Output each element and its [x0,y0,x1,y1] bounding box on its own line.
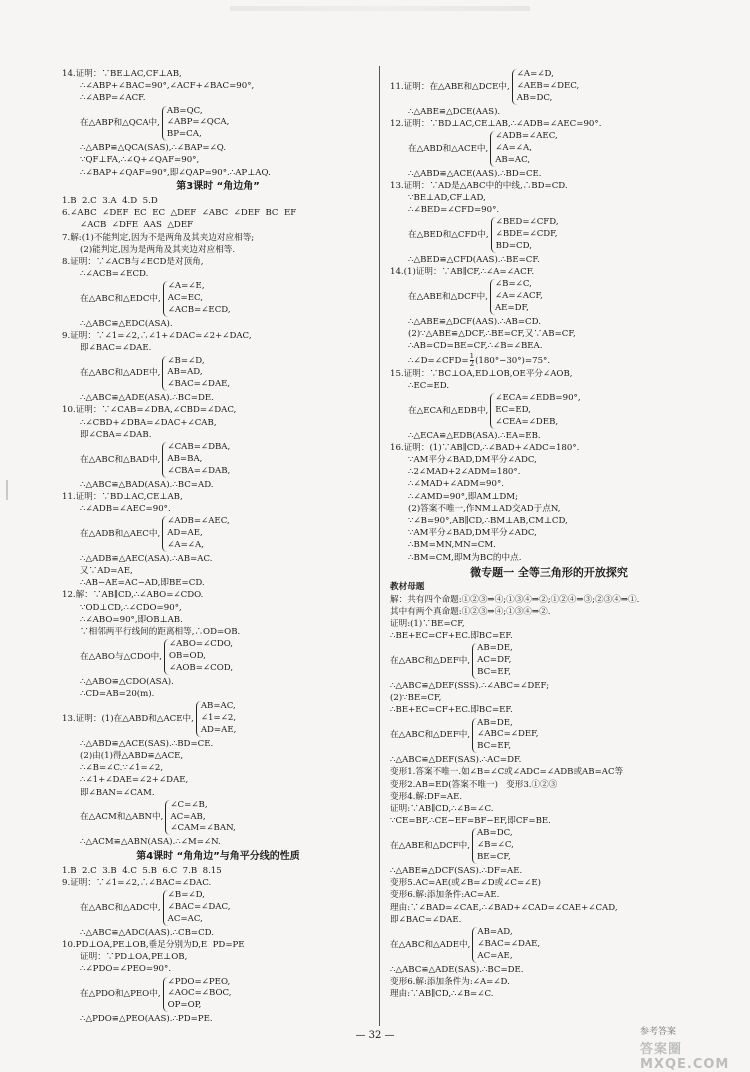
system-intro: 在△ABD和△ACE中, [408,143,489,154]
text-line: ∴△ABC≌△EDC(ASA). [80,318,173,329]
condition: AC=AC, [167,913,203,924]
text-line: 变形1.答案不唯一.如∠B=∠C或∠ADC=∠ADB或AB=AC等 [390,767,624,778]
text-line: ∵AM平分∠BAD,DM平分∠ADC, [408,454,537,465]
condition: ∠BDE=∠CDF, [495,229,558,240]
condition: AB=BA, [167,453,203,464]
text-line: (2)∵BE=CF, [390,693,442,704]
text-line: 10.PD⊥OA,PE⊥OB,垂足分别为D,E PD=PE [62,939,245,950]
left-column [62,68,374,1025]
text-line: 又∵AD=AE, [80,565,133,576]
condition: ∠AOC=∠BOC, [167,988,232,999]
fraction-numerator: 1 [469,352,475,360]
text-line: ∴△ABD≌△ACE(AAS).∴BD=CE. [408,168,542,179]
system-intro: 13.证明：(1)在△ABD和△ACE中, [62,713,194,724]
text-line: (2)∵△ABE≌△DCF,∴BE=CF,又∵AB=CF, [408,329,576,340]
equation-system [62,106,374,142]
condition: ∠A=∠A, [495,142,532,153]
text-line: 9.证明：∵∠1=∠2,∴∠BAC=∠DAC. [62,877,212,888]
system-intro: 在△ABE和△DCF中, [408,292,488,303]
text-line: (2)能判定,因为是两角及其夹边对应相等. [80,244,236,255]
equation-system [62,442,374,478]
equation-system [390,69,708,105]
system-intro: 在△ABC和△BAD中, [80,454,161,465]
brace-conditions [162,106,229,142]
text-part: (180°−30°)=75°. [475,355,551,366]
text-line: ∴△ABC≌△DEF(SAS).∴AC=DF. [390,755,522,766]
equation-system [390,131,708,167]
system-intro: 在△ACM和△ABN中, [80,812,164,823]
text-line: 变形6.解:添加条件:AC=AE. [390,890,500,901]
text-line: 10.证明：∵∠CAB=∠DBA,∠CBD=∠DAC, [62,405,237,416]
condition: ∠ABO=∠CDO, [168,639,234,650]
condition: BE=CF, [476,852,511,863]
scan-noise [230,6,530,11]
text-line: ∵CE=BF,∴CE−EF=BF−EF,即CF=BE. [390,816,551,827]
text-line: ∴∠AMD=90°,即AM⊥DM; [408,491,518,502]
condition: AC=DF, [477,655,512,666]
text-line: ∴△ABP≌△QCA(SAS),∴∠BAP=∠Q. [80,143,227,154]
condition: ∠B=∠D, [167,890,205,901]
text-line: 14.(1)证明：∵AB∥CF,∴∠A=∠ACF. [390,267,535,278]
text-line: 11.证明：∵BD⊥AC,CE⊥AB, [62,491,183,502]
brace-conditions [472,927,540,963]
condition: AD=AE, [167,528,203,539]
text-line: ∴∠ADB=∠AEC=90°. [80,503,171,514]
fraction-denominator: 2 [469,359,475,368]
text-line: ∴△BED≌△CFD(AAS).∴BE=CF. [408,254,540,265]
brace-conditions [163,977,232,1013]
text-line: ∠ACB ∠DFE AAS △DEF [80,220,194,231]
condition: ∠ABP=∠QCA, [166,117,230,128]
brace-conditions [165,800,235,836]
section-heading: 第3课时 “角边角” [176,180,260,192]
equation-system [390,393,708,429]
condition: ∠BED=∠CFD, [495,217,559,228]
condition: AB=AC, [495,154,531,165]
condition: ∠BAC=∠DAC, [167,901,231,912]
system-intro: 在△ABC和△EDC中, [80,294,161,305]
brace-conditions [472,718,538,754]
text-line: 变形4.解:DF=AE. [390,791,463,802]
text-line: ∴△ABO≌△CDO(ASA). [80,676,174,687]
text-line: 证明:(1)∵BE=CF, [390,618,465,629]
system-intro: 在△ABE和△DCF中, [390,841,470,852]
text-line: 变形6.解:添加条件为:∠A=∠D. [390,976,510,987]
condition: BC=EF, [477,667,512,678]
text-line: 解：共有四个命题:①②③⇒④;①③④⇒②;①②④⇒③;②③④⇒①. [390,594,640,605]
brace-conditions [163,890,231,926]
text-line: 即∠BAC=∠DAE. [390,914,462,925]
system-intro: 在△ABC和△DEF中, [390,730,471,741]
text-line: ∴∠ABO=90°,即OB⊥AB. [80,614,183,625]
condition: AB=AD, [477,926,513,937]
text-line: 即∠BAC=∠DAE. [80,343,152,354]
condition: AB=DC, [476,828,513,839]
text-line: ∴△ACM≌△ABN(ASA).∴∠M=∠N. [80,837,221,848]
condition: BD=CD, [495,241,532,252]
text-line: ∴∠ACB=∠ECD. [80,269,149,280]
condition: ∠A=∠E, [167,281,205,292]
text-line: 理由:∵AB∥CD,∴∠B=∠C. [390,988,494,999]
text-line: ∴AB=CD=BE=CF,∴∠B=∠BEA. [408,341,543,352]
condition: ∠B=∠D, [167,355,205,366]
condition: ∠ABC=∠DEF, [477,729,539,740]
right-column [390,68,708,1000]
text-line: 理由:∵∠BAD=∠CAE,∴∠BAD+∠CAD=∠CAE+∠CAD, [390,902,618,913]
condition: ∠CEA=∠DEB, [495,416,559,427]
text-line: 16.证明：(1)∵AB∥CD,∴∠BAD+∠ADC=180°. [390,442,580,453]
text-line: ∴△ABC≌△DEF(SSS).∴∠ABC=∠DEF; [390,680,550,691]
text-line: ∵BE⊥AD,CF⊥AD, [408,192,486,203]
brace-conditions [162,442,230,478]
equation-system [390,718,708,754]
brace-conditions [472,828,514,864]
text-line: 证明:∵AB∥CD,∴∠B=∠C. [390,803,494,814]
equation-system [390,643,708,679]
text-line: ∴△ABD≌△ACE(SAS).∴BD=CE. [80,738,214,749]
text-line: ∴∠B=∠C.∵∠1=∠2, [80,763,164,774]
condition: AB=DC, [516,92,553,103]
text-line: ∵相邻两平行线间的距离相等,∴OD=OB. [80,626,241,637]
condition: ∠ACB=∠ECD, [167,305,231,316]
brace-conditions [490,279,543,315]
condition: ∠B=∠C, [494,279,532,290]
fraction-line [390,353,708,368]
condition: AB=AC, [200,701,236,712]
section-heading: 微专题一 全等三角形的开放探究 [470,565,628,579]
condition: BC=EF, [477,741,512,752]
text-line: 证明：∵PD⊥OA,PE⊥OB, [80,952,188,963]
text-line: ∴2∠MAD+2∠ADM=180°. [408,467,521,478]
text-line: 即∠CBA=∠DAB. [80,429,152,440]
system-intro: 在△BED和△CFD中, [408,230,489,241]
text-part: ∴∠D=∠CFD= [408,355,469,366]
equation-system [390,217,708,253]
condition: ∠C=∠B, [170,799,208,810]
brace-conditions [490,393,580,429]
condition: AC=AB, [170,811,206,822]
condition: AB=QC, [166,105,203,116]
condition: ∠ADB=∠AEC, [495,130,558,141]
watermark-logo: 答案圈 MXQE.COM [640,1042,730,1072]
condition: ∠PDO=∠PEO, [167,976,231,987]
condition: OP=OP, [167,1000,202,1011]
condition: ∠BAC=∠DAE, [477,938,541,949]
brace-conditions [162,516,230,552]
system-intro: 在△ABO与△CDO中, [80,651,162,662]
text-line: ∴△ABE≌△DCE(AAS). [408,106,501,117]
system-intro: 在△ABC和△ADE中, [390,939,471,950]
text-line: 15.证明：∵BC⊥OA,ED⊥OB,OE平分∠AOB, [390,368,573,379]
condition: AB=DE, [477,717,513,728]
system-intro: 在△ABC和△ADE中, [80,368,161,379]
text-line: 1.B 2.C 3.B 4.C 5.B 6.C 7.B 8.15 [62,865,222,876]
text-line: ∴∠MAD+∠ADM=90°. [408,479,505,490]
equation-system [390,927,708,963]
system-intro: 在△ABC和△DEF中, [390,656,471,667]
subheading: 教材母题 [390,582,425,593]
scan-edge-mark [6,480,8,500]
system-intro: 在△PDO和△PEO中, [80,989,161,1000]
text-line: ∴∠BED=∠CFD=90°. [408,205,500,216]
text-line: 12.证明：∵BD⊥AC,CE⊥AB,∴∠ADB=∠AEC=90°. [390,118,602,129]
text-line: ∴BE+EC=CF+EC.即BC=EF. [390,631,513,642]
condition: AC=EC, [167,293,203,304]
text-line: ∴∠CBD+∠DBA=∠DAC+∠CAB, [80,417,217,428]
text-line: (2)答案不唯一,作NM⊥AD交AD于点N, [408,503,561,514]
equation-system [62,516,374,552]
text-line: ∴△ECA≌△EDB(ASA).∴EA=EB. [408,430,541,441]
condition: EC=ED, [495,404,531,415]
text-line: ∴AB−AE=AC−AD,即BE=CD. [80,578,205,589]
text-line: 12.解：∵AB∥CD,∴∠ABO=∠CDO. [62,590,204,601]
text-line: ∴△ABE≌△DCF(AAS).∴AB=CD. [408,316,541,327]
brace-conditions [491,217,559,253]
equation-system [62,800,374,836]
condition: AD=AE, [200,724,237,735]
brace-conditions [512,69,580,105]
text-line: ∴△ABC≌△ADE(ASA).∴BC=DE. [80,393,214,404]
text-line: ∵OD⊥CD,∴∠CDO=90°, [80,602,182,613]
text-line: 14.证明：∵BE⊥AC,CF⊥AB, [62,69,182,79]
condition: ∠CAB=∠DBA, [167,441,231,452]
condition: BP=CA, [166,129,202,140]
equation-system [62,639,374,675]
condition: ∠ADB=∠AEC, [167,516,230,527]
text-line: ∴EC=ED. [408,380,450,391]
text-line: 即∠BAN=∠CAM. [80,787,155,798]
system-intro: 在△ABP和△QCA中, [80,118,160,129]
equation-system [390,279,708,315]
system-intro: 在△ADB和△AEC中, [80,528,161,539]
condition: ∠ECA=∠EDB=90°, [495,392,581,403]
system-intro: 在△ABC和△ADC中, [80,902,161,913]
text-line: ∴∠PDO=∠PEO=90°. [80,964,172,975]
condition: ∠CBA=∠DAB, [167,465,231,476]
text-line: ∴△ABE≌△DCF(SAS).∴DF=AE. [390,865,523,876]
equation-system [390,828,708,864]
equation-system [62,281,374,317]
text-line: 9.证明：∵∠1=∠2,∴∠1+∠DAC=∠2+∠DAC, [62,331,252,342]
text-line: ∴BM=MN,MN=CM. [408,540,496,551]
text-line: ∴△ABC≌△ADE(SAS).∴BC=DE. [390,964,524,975]
equation-system [62,977,374,1013]
text-line: ∴△ABC≌△BAD(ASA).∴BC=AD. [80,479,214,490]
condition: AB=AD, [167,367,203,378]
text-line: 8.证明：∵∠ACB与∠ECD是对顶角, [62,257,204,267]
condition: ∠1=∠2, [200,713,237,724]
column-divider [379,66,380,1026]
text-line: ∴∠1+∠DAE=∠2+∠DAE, [80,775,189,786]
condition: ∠A=∠ACF, [494,291,543,302]
brace-conditions [162,356,230,392]
text-line: ∴△PDO≌△PEO(AAS).∴PD=PE. [80,1014,213,1025]
text-line: 其中有两个真命题:①②③⇒④;①③④⇒②. [390,606,551,617]
text-line: ∴CD=AB=20(m). [80,688,155,699]
text-line: ∴△ABC≌△ADC(AAS).∴CB=CD. [80,927,215,938]
text-line: ∵∠B=90°,AB∥CD,∴BM⊥AB,CM⊥CD, [408,515,568,526]
system-intro: 在△ECA和△EDB中, [408,405,489,416]
text-line: 变形5.AC=AE(或∠B=∠D或∠C=∠E) [390,878,541,889]
text-line: ∴∠ABP=∠ACF. [80,93,146,104]
condition: ∠AEB=∠DEC, [516,80,580,91]
condition: AE=DF, [494,303,529,314]
text-line: 13.证明：∵AD是△ABC中的中线,∴BD=CD. [390,180,568,191]
corner-label: 参考答案 [640,1027,677,1037]
text-line: (2)由(1)得△ABD≌△ACE, [80,750,184,761]
equation-system [62,890,374,926]
text-line: 6.∠ABC ∠DEF EC EC △DEF ∠ABC ∠DEF BC EF [62,208,297,219]
brace-conditions [490,131,558,167]
condition: ∠A=∠D, [516,69,554,79]
brace-conditions [164,639,233,675]
text-line: ∵AM平分∠BAD,DM平分∠ADC, [408,528,537,539]
brace-conditions [472,643,513,679]
text-line: ∴∠BAP+∠QAF=90°,即∠QAP=90°.∴AP⊥AQ. [80,167,271,178]
section-heading: 第4课时 “角角边”与角平分线的性质 [136,850,300,862]
text-line: ∴∠ABP+∠BAC=90°,∠ACF+∠BAC=90°, [80,81,255,92]
condition: ∠CAM=∠BAN, [170,823,236,834]
condition: AB=DE, [477,643,513,654]
brace-conditions [163,281,231,317]
condition: ∠A=∠A, [167,539,204,550]
text-line: ∴△ADB≌△AEC(ASA).∴AB=AC. [80,553,213,564]
page-number: — 32 — [355,1030,395,1041]
condition: ∠AOB=∠COD, [168,662,234,673]
brace-conditions [196,701,237,737]
text-line: 1.B 2.C 3.A 4.D 5.D [62,195,158,206]
equation-system [62,701,374,737]
condition: ∠BAC=∠DAE, [167,379,231,390]
text-line: ∴BE+EC=CF+EC.即BC=EF. [390,705,513,716]
text-line: 7.解:(1)不能判定,因为不是两角及其夹边对应相等; [62,232,255,243]
text-line: 变形2.AB=ED(答案不唯一) 变形3.①②③ [390,779,558,790]
system-intro: 11.证明：在△ABE和△DCE中, [390,81,510,92]
text-line: ∴BM=CM,即M为BC的中点. [408,552,522,563]
condition: OB=OD, [168,651,206,662]
fraction [470,353,474,368]
text-line: ∵QF⊥FA,∴∠Q+∠QAF=90°, [80,155,200,166]
condition: AC=AE, [477,950,513,961]
equation-system [62,356,374,392]
condition: ∠B=∠C, [476,840,514,851]
